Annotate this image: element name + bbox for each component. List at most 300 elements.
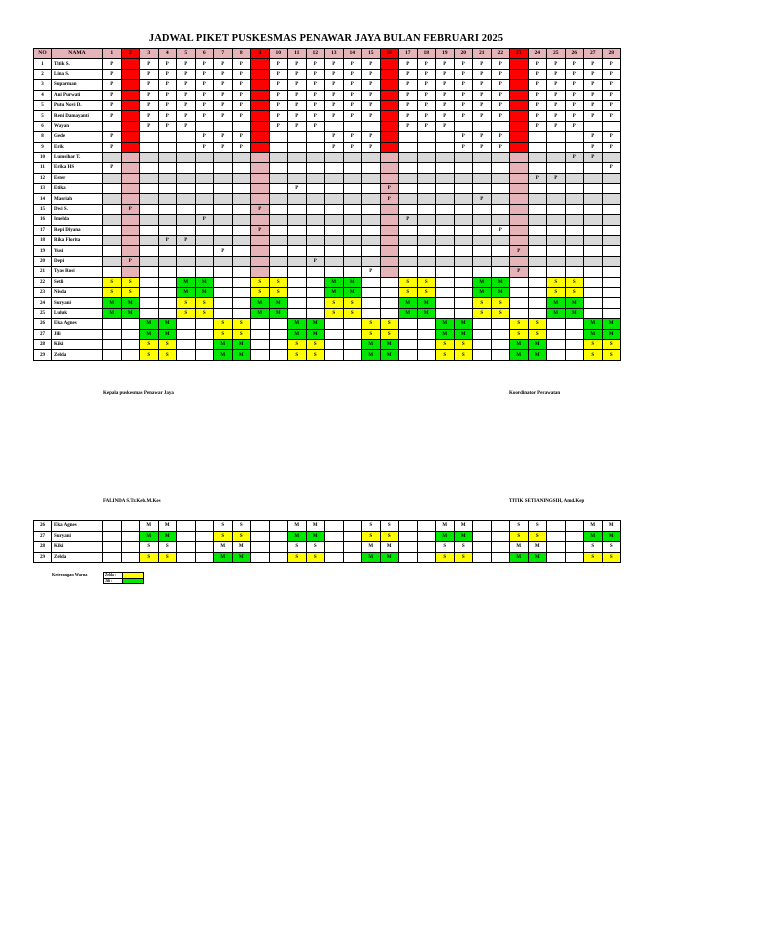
shift-cell — [140, 236, 159, 246]
shift-cell — [232, 204, 251, 214]
shift-cell — [436, 267, 455, 277]
shift-cell: P — [214, 132, 233, 142]
shift-cell — [158, 215, 177, 225]
shift-cell — [177, 267, 196, 277]
shift-cell: M — [306, 521, 325, 532]
shift-cell — [380, 121, 399, 131]
shift-cell: S — [547, 287, 566, 297]
row-number: 15 — [34, 204, 52, 214]
shift-cell: P — [232, 100, 251, 110]
shift-cell: P — [158, 59, 177, 69]
shift-cell: P — [547, 173, 566, 183]
shift-cell: P — [325, 142, 344, 152]
shift-cell: P — [269, 100, 288, 110]
shift-cell: P — [584, 69, 603, 79]
shift-cell: P — [288, 111, 307, 121]
shift-cell — [436, 287, 455, 297]
table-row — [34, 246, 621, 256]
staff-name: Suryani — [52, 531, 103, 542]
shift-cell: P — [140, 59, 159, 69]
shift-cell: M — [158, 319, 177, 329]
shift-cell — [288, 225, 307, 235]
shift-cell — [491, 521, 510, 532]
shift-cell — [547, 132, 566, 142]
shift-cell — [380, 90, 399, 100]
shift-cell — [177, 173, 196, 183]
staff-name: Ani Purwati — [52, 90, 103, 100]
shift-cell: S — [158, 350, 177, 360]
shift-cell: P — [103, 69, 122, 79]
shift-cell — [510, 132, 529, 142]
shift-cell — [473, 531, 492, 542]
staff-name: Repi Diyana — [52, 225, 103, 235]
shift-cell — [306, 163, 325, 173]
shift-cell — [565, 173, 584, 183]
shift-cell: P — [473, 194, 492, 204]
shift-cell: S — [251, 287, 270, 297]
shift-cell — [232, 298, 251, 308]
shift-cell: P — [269, 90, 288, 100]
shift-cell — [417, 256, 436, 266]
shift-cell — [251, 531, 270, 542]
shift-cell: M — [510, 339, 529, 349]
shift-cell — [269, 267, 288, 277]
shift-cell — [380, 163, 399, 173]
table-row — [34, 204, 621, 214]
shift-cell — [103, 350, 122, 360]
nursing-coordinator-name: TITIK SETIANINGSIH, Amd.Kep — [509, 499, 585, 504]
shift-cell — [288, 287, 307, 297]
shift-cell — [565, 184, 584, 194]
shift-cell: S — [602, 350, 621, 360]
shift-cell: P — [251, 204, 270, 214]
shift-cell — [140, 298, 159, 308]
shift-cell — [269, 256, 288, 266]
shift-cell — [288, 204, 307, 214]
shift-cell — [343, 163, 362, 173]
row-number: 23 — [34, 287, 52, 297]
shift-cell — [288, 194, 307, 204]
shift-cell — [251, 132, 270, 142]
row-number: 22 — [34, 277, 52, 287]
shift-cell: S — [380, 531, 399, 542]
shift-cell — [547, 152, 566, 162]
shift-cell — [602, 277, 621, 287]
shift-cell: S — [510, 329, 529, 339]
shift-cell — [195, 552, 214, 563]
shift-cell: S — [269, 287, 288, 297]
shift-cell — [177, 542, 196, 553]
shift-cell: P — [195, 100, 214, 110]
shift-cell — [103, 531, 122, 542]
shift-cell — [140, 215, 159, 225]
shift-cell: M — [380, 339, 399, 349]
shift-cell: P — [491, 80, 510, 90]
shift-cell: P — [306, 59, 325, 69]
shift-cell: P — [362, 111, 381, 121]
shift-cell — [417, 194, 436, 204]
header-day: 23 — [510, 49, 529, 59]
shift-cell — [140, 184, 159, 194]
shift-cell — [121, 100, 140, 110]
shift-cell: S — [214, 531, 233, 542]
shift-cell — [436, 298, 455, 308]
shift-cell — [343, 194, 362, 204]
shift-cell: P — [288, 59, 307, 69]
shift-cell — [325, 256, 344, 266]
shift-cell: P — [584, 80, 603, 90]
shift-cell — [602, 152, 621, 162]
shift-cell: P — [565, 69, 584, 79]
shift-cell: M — [362, 339, 381, 349]
shift-cell: P — [103, 163, 122, 173]
shift-cell: P — [269, 121, 288, 131]
shift-cell — [584, 163, 603, 173]
shift-cell — [177, 194, 196, 204]
shift-cell: P — [491, 90, 510, 100]
shift-cell — [436, 225, 455, 235]
shift-cell: P — [269, 111, 288, 121]
shift-cell — [214, 152, 233, 162]
shift-cell — [491, 173, 510, 183]
shift-cell: S — [232, 329, 251, 339]
shift-cell: P — [140, 111, 159, 121]
shift-cell — [195, 256, 214, 266]
shift-cell — [306, 173, 325, 183]
shift-cell: P — [121, 256, 140, 266]
shift-cell — [454, 308, 473, 318]
shift-cell: M — [491, 277, 510, 287]
shift-cell — [103, 204, 122, 214]
shift-cell — [343, 267, 362, 277]
shift-cell: P — [584, 59, 603, 69]
header-day: 15 — [362, 49, 381, 59]
staff-name: Setli — [52, 277, 103, 287]
shift-cell: P — [288, 80, 307, 90]
shift-cell: M — [547, 298, 566, 308]
shift-cell: M — [177, 277, 196, 287]
shift-cell — [380, 100, 399, 110]
row-number: 2 — [34, 69, 52, 79]
shift-cell: P — [491, 69, 510, 79]
shift-cell — [417, 152, 436, 162]
shift-cell — [547, 204, 566, 214]
shift-cell — [565, 339, 584, 349]
shift-cell — [121, 194, 140, 204]
shift-cell — [417, 542, 436, 553]
shift-cell — [103, 215, 122, 225]
shift-cell — [343, 184, 362, 194]
row-number: 14 — [34, 194, 52, 204]
shift-cell: P — [288, 184, 307, 194]
shift-cell: P — [306, 69, 325, 79]
shift-cell: M — [288, 319, 307, 329]
shift-cell: P — [491, 142, 510, 152]
shift-cell: P — [214, 80, 233, 90]
shift-cell — [436, 184, 455, 194]
shift-cell — [158, 142, 177, 152]
shift-cell — [510, 225, 529, 235]
shift-cell — [251, 173, 270, 183]
shift-cell — [491, 329, 510, 339]
shift-cell — [288, 173, 307, 183]
shift-cell — [232, 121, 251, 131]
shift-cell — [121, 215, 140, 225]
shift-cell — [454, 173, 473, 183]
header-row — [34, 49, 621, 59]
shift-cell: P — [417, 90, 436, 100]
shift-cell — [399, 542, 418, 553]
shift-cell: P — [584, 100, 603, 110]
shift-cell — [362, 215, 381, 225]
shift-cell: P — [269, 80, 288, 90]
shift-cell — [121, 90, 140, 100]
shift-cell — [158, 173, 177, 183]
table-row — [34, 194, 621, 204]
shift-cell — [140, 204, 159, 214]
shift-cell: M — [584, 329, 603, 339]
row-number: 24 — [34, 298, 52, 308]
shift-cell — [436, 204, 455, 214]
shift-cell — [232, 194, 251, 204]
shift-cell: S — [454, 552, 473, 563]
shift-cell: P — [547, 69, 566, 79]
shift-cell: S — [584, 339, 603, 349]
shift-cell — [177, 163, 196, 173]
shift-cell — [528, 277, 547, 287]
shift-cell — [565, 236, 584, 246]
shift-cell: P — [491, 132, 510, 142]
shift-cell — [454, 298, 473, 308]
shift-cell: M — [325, 277, 344, 287]
shift-cell: P — [510, 246, 529, 256]
shift-cell: P — [584, 152, 603, 162]
shift-cell: M — [362, 350, 381, 360]
shift-cell: P — [602, 142, 621, 152]
shift-cell — [491, 246, 510, 256]
shift-cell — [380, 277, 399, 287]
shift-cell — [343, 350, 362, 360]
shift-cell — [362, 277, 381, 287]
shift-cell — [584, 277, 603, 287]
shift-cell — [399, 256, 418, 266]
header-day: 13 — [325, 49, 344, 59]
shift-cell — [399, 194, 418, 204]
shift-cell: P — [269, 69, 288, 79]
shift-cell: S — [380, 319, 399, 329]
shift-cell — [103, 184, 122, 194]
table-row — [34, 59, 621, 69]
shift-cell — [547, 184, 566, 194]
shift-cell: S — [436, 350, 455, 360]
shift-cell — [195, 246, 214, 256]
shift-cell — [584, 121, 603, 131]
shift-cell — [510, 277, 529, 287]
shift-cell — [214, 163, 233, 173]
shift-cell — [288, 152, 307, 162]
shift-cell — [269, 339, 288, 349]
shift-cell — [491, 204, 510, 214]
shift-cell: S — [306, 350, 325, 360]
shift-cell: P — [584, 111, 603, 121]
shift-cell — [565, 204, 584, 214]
shift-cell — [343, 542, 362, 553]
shift-cell: P — [214, 59, 233, 69]
shift-cell — [399, 339, 418, 349]
shift-cell — [288, 142, 307, 152]
shift-cell — [380, 225, 399, 235]
shift-cell: P — [436, 121, 455, 131]
shift-cell — [103, 329, 122, 339]
shift-cell — [214, 298, 233, 308]
shift-cell: S — [269, 277, 288, 287]
shift-cell — [473, 552, 492, 563]
shift-cell: P — [528, 80, 547, 90]
shift-cell — [547, 163, 566, 173]
shift-cell: P — [565, 90, 584, 100]
shift-cell — [362, 184, 381, 194]
shift-cell: P — [232, 132, 251, 142]
shift-cell: S — [473, 308, 492, 318]
shift-cell: S — [343, 298, 362, 308]
shift-cell — [473, 152, 492, 162]
row-number: 1 — [34, 59, 52, 69]
shift-cell — [491, 267, 510, 277]
shift-cell — [177, 215, 196, 225]
shift-cell: P — [269, 59, 288, 69]
shift-cell — [436, 277, 455, 287]
shift-cell — [528, 152, 547, 162]
shift-cell — [195, 542, 214, 553]
header-day: 6 — [195, 49, 214, 59]
row-number: 25 — [34, 308, 52, 318]
shift-cell: P — [454, 90, 473, 100]
shift-cell — [103, 542, 122, 553]
staff-name: Reni Damayanti — [52, 111, 103, 121]
shift-cell: S — [214, 521, 233, 532]
shift-cell — [417, 215, 436, 225]
shift-cell: P — [547, 90, 566, 100]
shift-cell — [491, 163, 510, 173]
shift-cell — [584, 184, 603, 194]
shift-cell — [121, 142, 140, 152]
shift-cell — [251, 236, 270, 246]
shift-cell — [121, 350, 140, 360]
shift-cell — [399, 142, 418, 152]
shift-cell — [602, 204, 621, 214]
shift-cell: S — [454, 339, 473, 349]
shift-cell — [528, 132, 547, 142]
shift-cell: P — [177, 236, 196, 246]
shift-cell: M — [602, 319, 621, 329]
shift-cell: P — [473, 100, 492, 110]
shift-cell: M — [602, 531, 621, 542]
shift-cell: P — [362, 132, 381, 142]
row-number: 12 — [34, 173, 52, 183]
shift-cell — [565, 256, 584, 266]
shift-cell — [177, 329, 196, 339]
shift-cell: P — [325, 59, 344, 69]
shift-cell — [269, 163, 288, 173]
shift-cell — [325, 236, 344, 246]
shift-cell — [547, 542, 566, 553]
shift-cell — [214, 225, 233, 235]
shift-cell: P — [306, 121, 325, 131]
staff-name: Luluk — [52, 308, 103, 318]
shift-cell — [565, 132, 584, 142]
shift-cell: P — [565, 111, 584, 121]
shift-cell — [547, 267, 566, 277]
table-row — [34, 319, 621, 329]
shift-cell — [269, 204, 288, 214]
shift-cell: M — [380, 552, 399, 563]
shift-cell: P — [158, 80, 177, 90]
shift-cell: P — [436, 69, 455, 79]
shift-cell — [602, 308, 621, 318]
shift-cell — [436, 215, 455, 225]
shift-cell — [417, 350, 436, 360]
shift-cell — [325, 542, 344, 553]
shift-cell — [325, 350, 344, 360]
shift-cell — [565, 350, 584, 360]
shift-cell — [454, 246, 473, 256]
shift-cell — [399, 552, 418, 563]
shift-cell — [343, 339, 362, 349]
shift-cell — [510, 90, 529, 100]
shift-cell — [177, 339, 196, 349]
shift-cell — [232, 246, 251, 256]
shift-cell — [103, 173, 122, 183]
shift-cell — [195, 184, 214, 194]
table-row — [34, 287, 621, 297]
table-row — [34, 132, 621, 142]
shift-cell — [288, 163, 307, 173]
shift-cell: S — [436, 339, 455, 349]
shift-cell: M — [528, 339, 547, 349]
shift-cell — [158, 246, 177, 256]
table-row — [34, 142, 621, 152]
shift-cell — [473, 521, 492, 532]
shift-cell — [251, 69, 270, 79]
shift-cell — [158, 277, 177, 287]
shift-cell — [288, 256, 307, 266]
shift-cell — [417, 521, 436, 532]
shift-cell: P — [306, 90, 325, 100]
shift-cell: S — [417, 287, 436, 297]
shift-cell — [343, 204, 362, 214]
shift-cell — [251, 152, 270, 162]
staff-name: Kiki — [52, 339, 103, 349]
header-day: 3 — [140, 49, 159, 59]
shift-cell: P — [214, 90, 233, 100]
shift-cell — [528, 267, 547, 277]
shift-cell — [380, 132, 399, 142]
shift-cell — [306, 308, 325, 318]
shift-cell — [380, 236, 399, 246]
header-day: 10 — [269, 49, 288, 59]
table-row — [34, 111, 621, 121]
shift-cell: M — [510, 350, 529, 360]
shift-cell — [288, 246, 307, 256]
shift-cell — [399, 531, 418, 542]
shift-cell: P — [158, 121, 177, 131]
shift-cell — [584, 267, 603, 277]
shift-cell: P — [417, 121, 436, 131]
shift-cell: S — [140, 339, 159, 349]
shift-cell — [491, 184, 510, 194]
shift-cell — [602, 173, 621, 183]
row-number: 28 — [34, 542, 52, 553]
